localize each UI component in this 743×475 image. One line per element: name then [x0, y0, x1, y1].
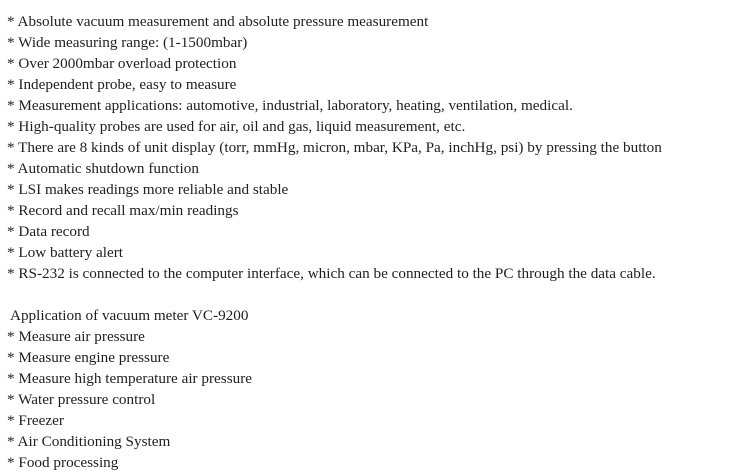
application-section [7, 305, 743, 473]
feature-item: * Over 2000mbar overload protection [7, 55, 237, 72]
feature-item: * Automatic shutdown function [7, 160, 199, 177]
section-spacer [7, 284, 743, 305]
feature-item: * Low battery alert [7, 244, 123, 261]
feature-item: * Independent probe, easy to measure [7, 76, 237, 93]
feature-item: * Record and recall max/min readings [7, 202, 239, 219]
application-item: * Freezer [7, 412, 64, 429]
application-item: * Measure engine pressure [7, 349, 170, 366]
application-item: * Air Conditioning System [7, 433, 171, 450]
application-item: * Measure high temperature air pressure [7, 370, 253, 387]
application-item: * Food processing [7, 454, 119, 471]
feature-list [7, 11, 743, 284]
application-item: * Measure air pressure [7, 328, 145, 345]
feature-item: * Wide measuring range: (1-1500mbar) [7, 34, 248, 51]
feature-item: * High-quality probes are used for air, oil and gas, liquid measurement, etc. [7, 118, 466, 135]
application-item: * Water pressure control [7, 391, 156, 408]
feature-item: * There are 8 kinds of unit display (torr, mmHg, micron, mbar, KPa, Pa, inchHg, psi) by pressing the button [7, 139, 662, 156]
feature-item: * Data record [7, 223, 90, 240]
feature-item: * Absolute vacuum measurement and absolute pressure measurement [7, 13, 429, 30]
application-heading: Application of vacuum meter VC-9200 [10, 307, 249, 324]
feature-item: * LSI makes readings more reliable and stable [7, 181, 289, 198]
feature-item: * RS-232 is connected to the computer interface, which can be connected to the PC through the data cable. [7, 265, 656, 282]
product-description [7, 11, 743, 473]
feature-item: * Measurement applications: automotive, industrial, laboratory, heating, ventilation, medical. [7, 97, 573, 114]
